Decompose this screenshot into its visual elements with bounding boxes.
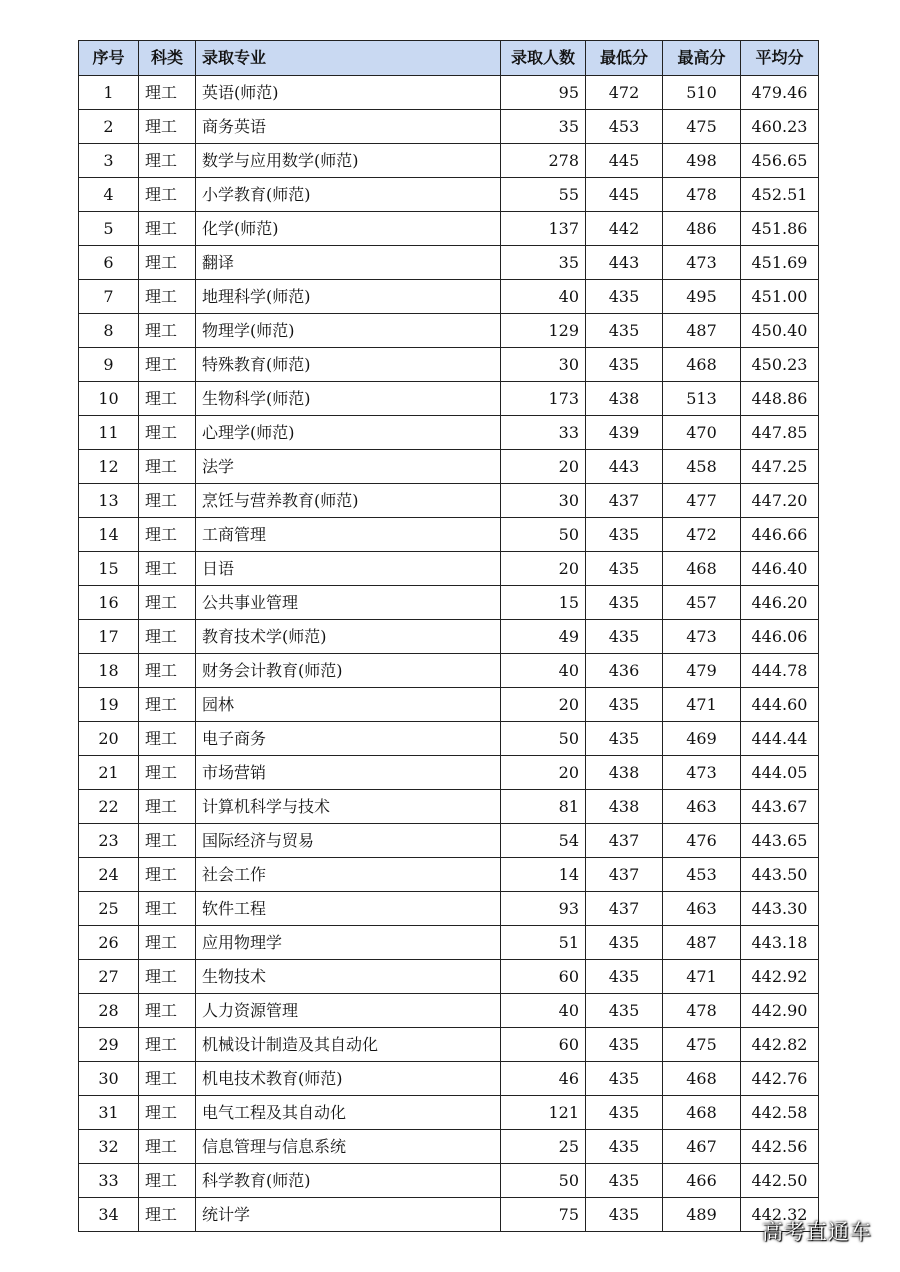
cell-max-score: 471 xyxy=(663,688,741,722)
cell-count: 14 xyxy=(501,858,586,892)
cell-count: 35 xyxy=(501,246,586,280)
cell-count: 35 xyxy=(501,110,586,144)
cell-major: 法学 xyxy=(196,450,501,484)
cell-category: 理工 xyxy=(139,552,196,586)
header-min-score: 最低分 xyxy=(586,41,663,76)
cell-major: 电子商务 xyxy=(196,722,501,756)
cell-max-score: 478 xyxy=(663,178,741,212)
cell-avg-score: 479.46 xyxy=(741,76,819,110)
cell-max-score: 476 xyxy=(663,824,741,858)
cell-avg-score: 444.60 xyxy=(741,688,819,722)
cell-count: 20 xyxy=(501,552,586,586)
cell-category: 理工 xyxy=(139,212,196,246)
cell-major: 地理科学(师范) xyxy=(196,280,501,314)
cell-avg-score: 442.58 xyxy=(741,1096,819,1130)
cell-max-score: 473 xyxy=(663,246,741,280)
cell-count: 33 xyxy=(501,416,586,450)
cell-max-score: 471 xyxy=(663,960,741,994)
cell-max-score: 457 xyxy=(663,586,741,620)
cell-count: 95 xyxy=(501,76,586,110)
cell-count: 30 xyxy=(501,348,586,382)
cell-min-score: 435 xyxy=(586,280,663,314)
cell-min-score: 442 xyxy=(586,212,663,246)
cell-seq: 25 xyxy=(79,892,139,926)
cell-major: 机电技术教育(师范) xyxy=(196,1062,501,1096)
cell-count: 51 xyxy=(501,926,586,960)
cell-count: 75 xyxy=(501,1198,586,1232)
cell-major: 小学教育(师范) xyxy=(196,178,501,212)
cell-category: 理工 xyxy=(139,926,196,960)
cell-category: 理工 xyxy=(139,960,196,994)
cell-min-score: 438 xyxy=(586,756,663,790)
cell-seq: 2 xyxy=(79,110,139,144)
cell-count: 81 xyxy=(501,790,586,824)
table-row xyxy=(79,416,819,450)
cell-seq: 17 xyxy=(79,620,139,654)
cell-avg-score: 442.50 xyxy=(741,1164,819,1198)
cell-max-score: 472 xyxy=(663,518,741,552)
cell-max-score: 478 xyxy=(663,994,741,1028)
cell-seq: 29 xyxy=(79,1028,139,1062)
cell-max-score: 489 xyxy=(663,1198,741,1232)
cell-avg-score: 450.23 xyxy=(741,348,819,382)
cell-min-score: 435 xyxy=(586,1130,663,1164)
cell-min-score: 438 xyxy=(586,382,663,416)
table-row xyxy=(79,620,819,654)
cell-min-score: 437 xyxy=(586,892,663,926)
cell-avg-score: 442.82 xyxy=(741,1028,819,1062)
cell-seq: 9 xyxy=(79,348,139,382)
cell-major: 社会工作 xyxy=(196,858,501,892)
cell-max-score: 458 xyxy=(663,450,741,484)
cell-category: 理工 xyxy=(139,280,196,314)
cell-avg-score: 443.67 xyxy=(741,790,819,824)
cell-min-score: 435 xyxy=(586,960,663,994)
cell-max-score: 475 xyxy=(663,110,741,144)
cell-max-score: 453 xyxy=(663,858,741,892)
cell-min-score: 435 xyxy=(586,994,663,1028)
cell-category: 理工 xyxy=(139,586,196,620)
cell-seq: 5 xyxy=(79,212,139,246)
cell-max-score: 468 xyxy=(663,1062,741,1096)
cell-count: 50 xyxy=(501,722,586,756)
cell-min-score: 435 xyxy=(586,926,663,960)
cell-count: 20 xyxy=(501,756,586,790)
cell-major: 烹饪与营养教育(师范) xyxy=(196,484,501,518)
table-row xyxy=(79,790,819,824)
cell-major: 生物技术 xyxy=(196,960,501,994)
table-row xyxy=(79,1164,819,1198)
cell-max-score: 466 xyxy=(663,1164,741,1198)
cell-major: 统计学 xyxy=(196,1198,501,1232)
cell-major: 人力资源管理 xyxy=(196,994,501,1028)
cell-count: 15 xyxy=(501,586,586,620)
cell-avg-score: 451.86 xyxy=(741,212,819,246)
cell-count: 93 xyxy=(501,892,586,926)
table-row xyxy=(79,518,819,552)
cell-category: 理工 xyxy=(139,1062,196,1096)
table-row xyxy=(79,1028,819,1062)
cell-count: 20 xyxy=(501,450,586,484)
cell-min-score: 436 xyxy=(586,654,663,688)
cell-category: 理工 xyxy=(139,246,196,280)
cell-count: 20 xyxy=(501,688,586,722)
cell-major: 物理学(师范) xyxy=(196,314,501,348)
cell-max-score: 468 xyxy=(663,552,741,586)
cell-min-score: 435 xyxy=(586,1062,663,1096)
cell-avg-score: 456.65 xyxy=(741,144,819,178)
cell-max-score: 468 xyxy=(663,1096,741,1130)
cell-avg-score: 446.06 xyxy=(741,620,819,654)
cell-count: 137 xyxy=(501,212,586,246)
cell-category: 理工 xyxy=(139,1130,196,1164)
cell-seq: 8 xyxy=(79,314,139,348)
cell-category: 理工 xyxy=(139,858,196,892)
cell-max-score: 467 xyxy=(663,1130,741,1164)
cell-category: 理工 xyxy=(139,1028,196,1062)
cell-category: 理工 xyxy=(139,110,196,144)
cell-avg-score: 443.50 xyxy=(741,858,819,892)
cell-avg-score: 442.92 xyxy=(741,960,819,994)
cell-category: 理工 xyxy=(139,892,196,926)
cell-avg-score: 447.25 xyxy=(741,450,819,484)
table-row xyxy=(79,246,819,280)
cell-min-score: 435 xyxy=(586,1028,663,1062)
cell-seq: 10 xyxy=(79,382,139,416)
cell-avg-score: 443.65 xyxy=(741,824,819,858)
header-row xyxy=(79,41,819,76)
cell-seq: 30 xyxy=(79,1062,139,1096)
cell-count: 25 xyxy=(501,1130,586,1164)
cell-seq: 11 xyxy=(79,416,139,450)
cell-major: 数学与应用数学(师范) xyxy=(196,144,501,178)
cell-seq: 3 xyxy=(79,144,139,178)
cell-major: 机械设计制造及其自动化 xyxy=(196,1028,501,1062)
table-row xyxy=(79,926,819,960)
cell-major: 工商管理 xyxy=(196,518,501,552)
cell-min-score: 437 xyxy=(586,484,663,518)
cell-major: 应用物理学 xyxy=(196,926,501,960)
cell-avg-score: 444.78 xyxy=(741,654,819,688)
cell-category: 理工 xyxy=(139,688,196,722)
cell-major: 信息管理与信息系统 xyxy=(196,1130,501,1164)
cell-min-score: 443 xyxy=(586,450,663,484)
cell-count: 40 xyxy=(501,280,586,314)
cell-max-score: 470 xyxy=(663,416,741,450)
cell-major: 化学(师范) xyxy=(196,212,501,246)
cell-category: 理工 xyxy=(139,994,196,1028)
table-row xyxy=(79,212,819,246)
cell-min-score: 435 xyxy=(586,688,663,722)
cell-major: 公共事业管理 xyxy=(196,586,501,620)
cell-seq: 34 xyxy=(79,1198,139,1232)
table-row xyxy=(79,110,819,144)
cell-avg-score: 443.18 xyxy=(741,926,819,960)
cell-major: 电气工程及其自动化 xyxy=(196,1096,501,1130)
cell-count: 129 xyxy=(501,314,586,348)
table-row xyxy=(79,722,819,756)
cell-count: 30 xyxy=(501,484,586,518)
cell-avg-score: 444.05 xyxy=(741,756,819,790)
cell-avg-score: 442.90 xyxy=(741,994,819,1028)
watermark-text: 高考直通车 xyxy=(762,1220,872,1244)
cell-max-score: 468 xyxy=(663,348,741,382)
cell-seq: 23 xyxy=(79,824,139,858)
cell-avg-score: 450.40 xyxy=(741,314,819,348)
cell-seq: 26 xyxy=(79,926,139,960)
cell-seq: 12 xyxy=(79,450,139,484)
table-row xyxy=(79,994,819,1028)
table-row xyxy=(79,1130,819,1164)
cell-min-score: 435 xyxy=(586,620,663,654)
cell-category: 理工 xyxy=(139,178,196,212)
cell-max-score: 477 xyxy=(663,484,741,518)
table-row xyxy=(79,1198,819,1232)
table-row xyxy=(79,858,819,892)
cell-count: 49 xyxy=(501,620,586,654)
cell-min-score: 435 xyxy=(586,314,663,348)
cell-min-score: 435 xyxy=(586,1198,663,1232)
cell-major: 商务英语 xyxy=(196,110,501,144)
cell-count: 55 xyxy=(501,178,586,212)
cell-max-score: 498 xyxy=(663,144,741,178)
table-row xyxy=(79,654,819,688)
cell-major: 科学教育(师范) xyxy=(196,1164,501,1198)
cell-max-score: 495 xyxy=(663,280,741,314)
cell-max-score: 513 xyxy=(663,382,741,416)
cell-max-score: 463 xyxy=(663,790,741,824)
cell-min-score: 445 xyxy=(586,144,663,178)
cell-major: 园林 xyxy=(196,688,501,722)
cell-category: 理工 xyxy=(139,76,196,110)
cell-major: 计算机科学与技术 xyxy=(196,790,501,824)
cell-seq: 13 xyxy=(79,484,139,518)
cell-category: 理工 xyxy=(139,722,196,756)
cell-seq: 6 xyxy=(79,246,139,280)
table-row xyxy=(79,960,819,994)
cell-avg-score: 451.00 xyxy=(741,280,819,314)
cell-category: 理工 xyxy=(139,416,196,450)
cell-count: 278 xyxy=(501,144,586,178)
table-row xyxy=(79,1096,819,1130)
cell-max-score: 510 xyxy=(663,76,741,110)
cell-max-score: 487 xyxy=(663,926,741,960)
cell-category: 理工 xyxy=(139,450,196,484)
cell-major: 翻译 xyxy=(196,246,501,280)
cell-major: 生物科学(师范) xyxy=(196,382,501,416)
cell-seq: 18 xyxy=(79,654,139,688)
cell-category: 理工 xyxy=(139,518,196,552)
cell-seq: 31 xyxy=(79,1096,139,1130)
cell-category: 理工 xyxy=(139,382,196,416)
cell-category: 理工 xyxy=(139,314,196,348)
table-row xyxy=(79,892,819,926)
cell-major: 教育技术学(师范) xyxy=(196,620,501,654)
cell-count: 121 xyxy=(501,1096,586,1130)
cell-avg-score: 451.69 xyxy=(741,246,819,280)
cell-min-score: 435 xyxy=(586,1096,663,1130)
cell-category: 理工 xyxy=(139,824,196,858)
cell-category: 理工 xyxy=(139,1164,196,1198)
cell-category: 理工 xyxy=(139,654,196,688)
cell-max-score: 487 xyxy=(663,314,741,348)
cell-min-score: 435 xyxy=(586,552,663,586)
cell-major: 英语(师范) xyxy=(196,76,501,110)
table-row xyxy=(79,586,819,620)
cell-major: 特殊教育(师范) xyxy=(196,348,501,382)
cell-count: 40 xyxy=(501,654,586,688)
cell-min-score: 439 xyxy=(586,416,663,450)
cell-count: 60 xyxy=(501,960,586,994)
cell-category: 理工 xyxy=(139,756,196,790)
cell-count: 50 xyxy=(501,518,586,552)
cell-seq: 20 xyxy=(79,722,139,756)
cell-avg-score: 446.20 xyxy=(741,586,819,620)
cell-count: 46 xyxy=(501,1062,586,1096)
cell-avg-score: 443.30 xyxy=(741,892,819,926)
cell-min-score: 435 xyxy=(586,586,663,620)
cell-max-score: 463 xyxy=(663,892,741,926)
cell-min-score: 437 xyxy=(586,824,663,858)
cell-avg-score: 442.56 xyxy=(741,1130,819,1164)
cell-seq: 21 xyxy=(79,756,139,790)
cell-seq: 27 xyxy=(79,960,139,994)
cell-max-score: 479 xyxy=(663,654,741,688)
cell-min-score: 435 xyxy=(586,348,663,382)
cell-seq: 32 xyxy=(79,1130,139,1164)
cell-category: 理工 xyxy=(139,484,196,518)
cell-max-score: 486 xyxy=(663,212,741,246)
cell-major: 国际经济与贸易 xyxy=(196,824,501,858)
cell-avg-score: 446.66 xyxy=(741,518,819,552)
header-seq: 序号 xyxy=(79,41,139,76)
cell-avg-score: 446.40 xyxy=(741,552,819,586)
cell-min-score: 435 xyxy=(586,518,663,552)
cell-category: 理工 xyxy=(139,790,196,824)
cell-avg-score: 447.20 xyxy=(741,484,819,518)
cell-major: 软件工程 xyxy=(196,892,501,926)
cell-avg-score: 452.51 xyxy=(741,178,819,212)
cell-category: 理工 xyxy=(139,620,196,654)
cell-seq: 15 xyxy=(79,552,139,586)
cell-avg-score: 442.32 xyxy=(741,1198,819,1232)
cell-seq: 22 xyxy=(79,790,139,824)
header-category: 科类 xyxy=(139,41,196,76)
cell-max-score: 473 xyxy=(663,620,741,654)
cell-min-score: 445 xyxy=(586,178,663,212)
cell-seq: 33 xyxy=(79,1164,139,1198)
cell-avg-score: 444.44 xyxy=(741,722,819,756)
cell-min-score: 437 xyxy=(586,858,663,892)
table-row xyxy=(79,314,819,348)
cell-seq: 24 xyxy=(79,858,139,892)
table-row xyxy=(79,348,819,382)
header-count: 录取人数 xyxy=(501,41,586,76)
table-row xyxy=(79,144,819,178)
cell-category: 理工 xyxy=(139,348,196,382)
cell-seq: 4 xyxy=(79,178,139,212)
cell-count: 54 xyxy=(501,824,586,858)
cell-min-score: 443 xyxy=(586,246,663,280)
cell-category: 理工 xyxy=(139,1096,196,1130)
admission-table xyxy=(78,40,819,1232)
cell-seq: 1 xyxy=(79,76,139,110)
table-row xyxy=(79,688,819,722)
table-row xyxy=(79,178,819,212)
cell-min-score: 453 xyxy=(586,110,663,144)
cell-seq: 14 xyxy=(79,518,139,552)
cell-max-score: 469 xyxy=(663,722,741,756)
cell-major: 市场营销 xyxy=(196,756,501,790)
cell-avg-score: 448.86 xyxy=(741,382,819,416)
cell-max-score: 475 xyxy=(663,1028,741,1062)
table-row xyxy=(79,552,819,586)
cell-count: 50 xyxy=(501,1164,586,1198)
cell-seq: 28 xyxy=(79,994,139,1028)
cell-max-score: 473 xyxy=(663,756,741,790)
table-row xyxy=(79,756,819,790)
cell-major: 日语 xyxy=(196,552,501,586)
table-row xyxy=(79,382,819,416)
table-row xyxy=(79,824,819,858)
table-row xyxy=(79,450,819,484)
cell-seq: 19 xyxy=(79,688,139,722)
cell-avg-score: 460.23 xyxy=(741,110,819,144)
header-max-score: 最高分 xyxy=(663,41,741,76)
table-row xyxy=(79,1062,819,1096)
header-avg-score: 平均分 xyxy=(741,41,819,76)
cell-count: 40 xyxy=(501,994,586,1028)
cell-min-score: 472 xyxy=(586,76,663,110)
cell-min-score: 435 xyxy=(586,1164,663,1198)
cell-min-score: 438 xyxy=(586,790,663,824)
cell-seq: 16 xyxy=(79,586,139,620)
cell-category: 理工 xyxy=(139,1198,196,1232)
table-row xyxy=(79,76,819,110)
cell-category: 理工 xyxy=(139,144,196,178)
cell-seq: 7 xyxy=(79,280,139,314)
cell-major: 财务会计教育(师范) xyxy=(196,654,501,688)
cell-avg-score: 442.76 xyxy=(741,1062,819,1096)
cell-count: 60 xyxy=(501,1028,586,1062)
table-row xyxy=(79,484,819,518)
header-major: 录取专业 xyxy=(196,41,501,76)
table-row xyxy=(79,280,819,314)
cell-major: 心理学(师范) xyxy=(196,416,501,450)
cell-avg-score: 447.85 xyxy=(741,416,819,450)
cell-count: 173 xyxy=(501,382,586,416)
cell-min-score: 435 xyxy=(586,722,663,756)
